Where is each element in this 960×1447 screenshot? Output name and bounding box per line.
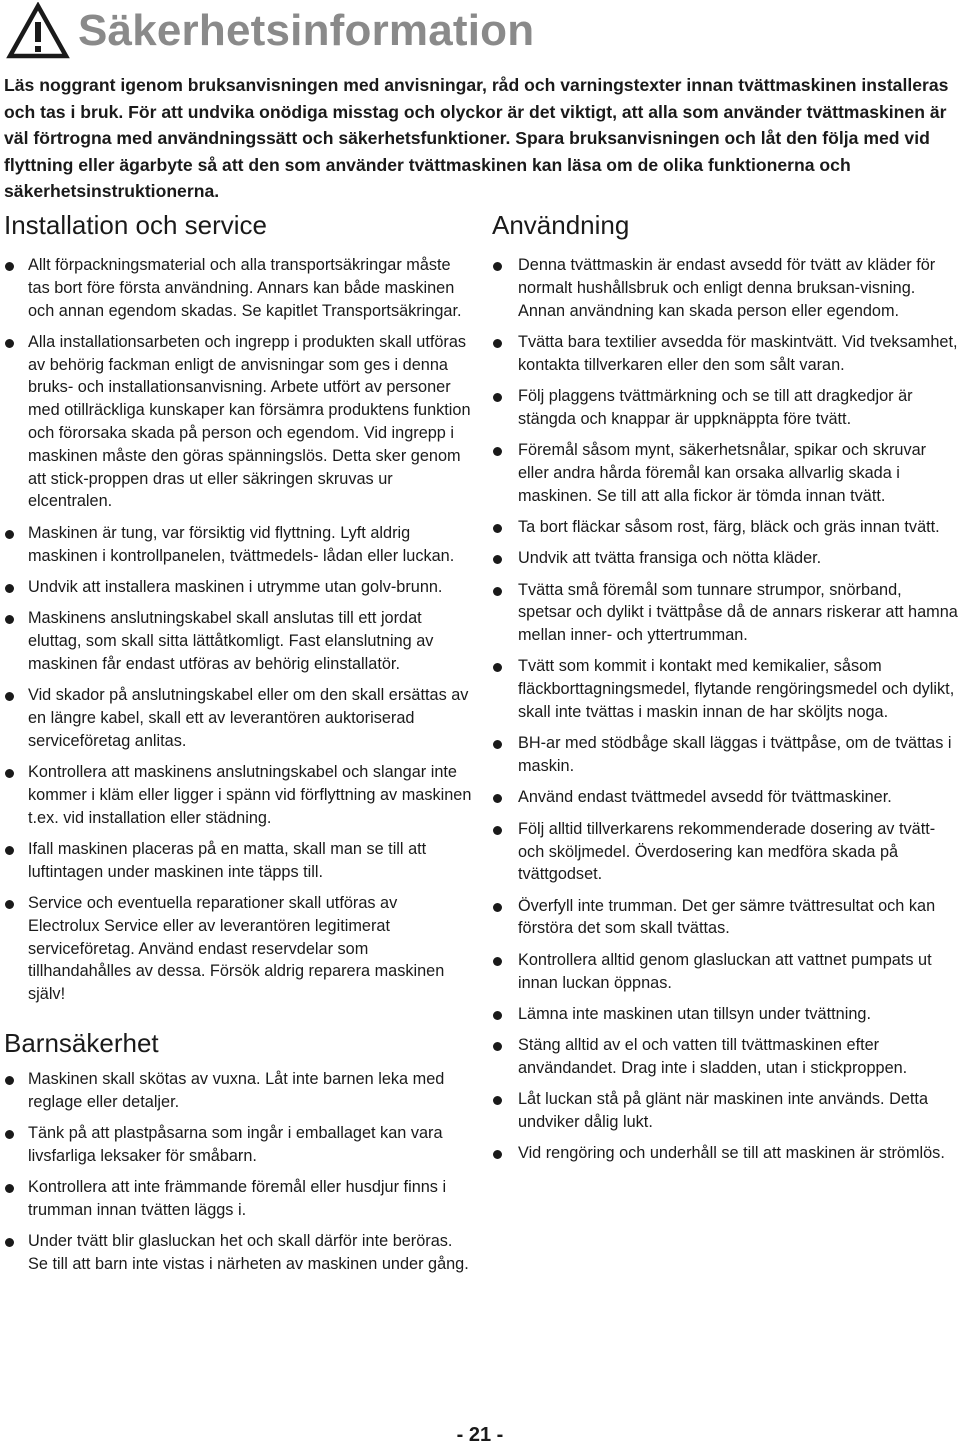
list-item: Undvik att installera maskinen i utrymme utan golv-brunn.	[4, 576, 472, 599]
list-item: Allt förpackningsmaterial och alla transportsäkringar måste tas bort före första användning. Annars kan både maskinen och annan egendom skadas. Se kapitlet Transportsäkringar.	[4, 254, 472, 322]
anvandning-list	[492, 254, 958, 1165]
list-item: Kontrollera att maskinens anslutningskabel och slangar inte kommer i kläm eller ligger i spänn vid förflyttning av maskinen t.ex. vid installation eller städning.	[4, 761, 472, 829]
list-item: Vid skador på anslutningskabel eller om den skall ersättas av en längre kabel, skall ett av leverantören auktoriserad serviceföretag anlitas.	[4, 684, 472, 752]
title-row	[6, 2, 534, 60]
list-item: Tvätta små föremål som tunnare strumpor, snörband, spetsar och dylikt i tvättpåse då de annars riskerar att hamna mellan inner- och yttertrumman.	[492, 579, 958, 647]
anvandning-heading: Användning	[492, 210, 630, 240]
list-item: Tvätta bara textilier avsedda för maskintvätt. Vid tveksamhet, kontakta tillverkaren eller den som sålt varan.	[492, 331, 958, 377]
list-item: Stäng alltid av el och vatten till tvättmaskinen efter användandet. Drag inte i sladden, utan i stickproppen.	[492, 1034, 958, 1080]
list-item: Maskinen är tung, var försiktig vid flyttning. Lyft aldrig maskinen i kontrollpanelen, tvättmedels- lådan eller luckan.	[4, 522, 472, 568]
list-item: Låt luckan stå på glänt när maskinen inte används. Detta undviker dålig lukt.	[492, 1088, 958, 1134]
left-column	[4, 210, 472, 1276]
list-item: Undvik att tvätta fransiga och nötta kläder.	[492, 547, 958, 570]
list-item: Vid rengöring och underhåll se till att maskinen är strömlös.	[492, 1142, 958, 1165]
list-item: Använd endast tvättmedel avsedd för tvättmaskiner.	[492, 786, 958, 809]
page-title: Säkerhetsinformation	[78, 6, 535, 55]
list-item: Ifall maskinen placeras på en matta, skall man se till att luftintagen under maskinen inte täpps till.	[4, 838, 472, 884]
list-item: Kontrollera att inte främmande föremål eller husdjur finns i trumman innan tvätten läggs i.	[4, 1176, 472, 1222]
list-item: Överfyll inte trumman. Det ger sämre tvättresultat och kan förstöra det som skall tvättas.	[492, 895, 958, 941]
right-column	[492, 210, 958, 1165]
list-item: Maskinen skall skötas av vuxna. Låt inte barnen leka med reglage eller detaljer.	[4, 1068, 472, 1114]
list-item: Denna tvättmaskin är endast avsedd för tvätt av kläder för normalt hushållsbruk och enligt denna bruksan-visning. Annan användning kan skada person eller egendom.	[492, 254, 958, 322]
list-item: Kontrollera alltid genom glasluckan att vattnet pumpats ut innan luckan öppnas.	[492, 949, 958, 995]
installation-heading: Installation och service	[4, 210, 268, 240]
installation-list	[4, 254, 472, 1006]
list-item: Föremål såsom mynt, säkerhetsnålar, spikar och skruvar eller andra hårda föremål kan orsaka allvarlig skada i maskinen. Se till att alla fickor är tömda innan tvätt.	[492, 439, 958, 507]
list-item: Tvätt som kommit i kontakt med kemikalier, såsom fläckborttagningsmedel, flytande rengöringsmedel och dylikt, skall inte tvättas i maskin innan de har sköljts noga.	[492, 655, 958, 723]
list-item: Alla installationsarbeten och ingrepp i produkten skall utföras av behörig fackman enligt de anvisningar som ges i denna bruks- och installationsanvisning. Arbete utfört av personer med otillräckliga kunskaper kan försämra produktens funktion och förorsaka skada på person och egendom. Vid ingrepp i maskinen måste den göras spänningslös. Detta sker genom att stick-proppen dras ut eller säkringen skruvas ur elcentralen.	[4, 331, 472, 513]
list-item: Följ plaggens tvättmärkning och se till att dragkedjor är stängda och knappar är uppknäppta före tvätt.	[492, 385, 958, 431]
list-item: Tänk på att plastpåsarna som ingår i emballaget kan vara livsfarliga leksaker för småbarn.	[4, 1122, 472, 1168]
list-item: Maskinens anslutningskabel skall anslutas till ett jordat eluttag, som skall sitta lättåtkomligt. Fast elanslutning av maskinen får endast utföras av behörig elinstallatör.	[4, 607, 472, 675]
list-item: Service och eventuella reparationer skall utföras av Electrolux Service eller av leverantören legitimerat serviceföretag. Använd endast reservdelar som tillhandahålles av dessa. Försök aldrig reparera maskinen själv!	[4, 892, 472, 1006]
intro-paragraph: Läs noggrant igenom bruksanvisningen med anvisningar, råd och varningstexter innan tvättmaskinen installeras och tas i bruk. För att undvika onödiga misstag och olyckor är det viktigt, att alla som använder tvättmaskinen är väl förtrogna med användningssätt och säkerhetsfunktioner. Spara bruksanvisningen och låt den följa med vid flyttning eller ägarbyte så att den som använder tvättmaskinen kan läsa om de olika funktionerna och säkerhetsinstruktionerna.	[4, 75, 949, 202]
list-item: Lämna inte maskinen utan tillsyn under tvättning.	[492, 1003, 958, 1026]
list-item: BH-ar med stödbåge skall läggas i tvättpåse, om de tvättas i maskin.	[492, 732, 958, 778]
barnsakerhet-list	[4, 1068, 472, 1276]
list-item: Under tvätt blir glasluckan het och skall därför inte beröras. Se till att barn inte vistas i närheten av maskinen under gång.	[4, 1230, 472, 1276]
list-item: Följ alltid tillverkarens rekommenderade dosering av tvätt- och sköljmedel. Överdosering kan medföra skada på tvättgodset.	[492, 818, 958, 886]
barnsakerhet-heading: Barnsäkerhet	[4, 1027, 159, 1058]
list-item: Ta bort fläckar såsom rost, färg, bläck och gräs innan tvätt.	[492, 516, 958, 539]
warning-triangle-icon	[6, 2, 70, 60]
page-number: - 21 -	[456, 1424, 504, 1446]
